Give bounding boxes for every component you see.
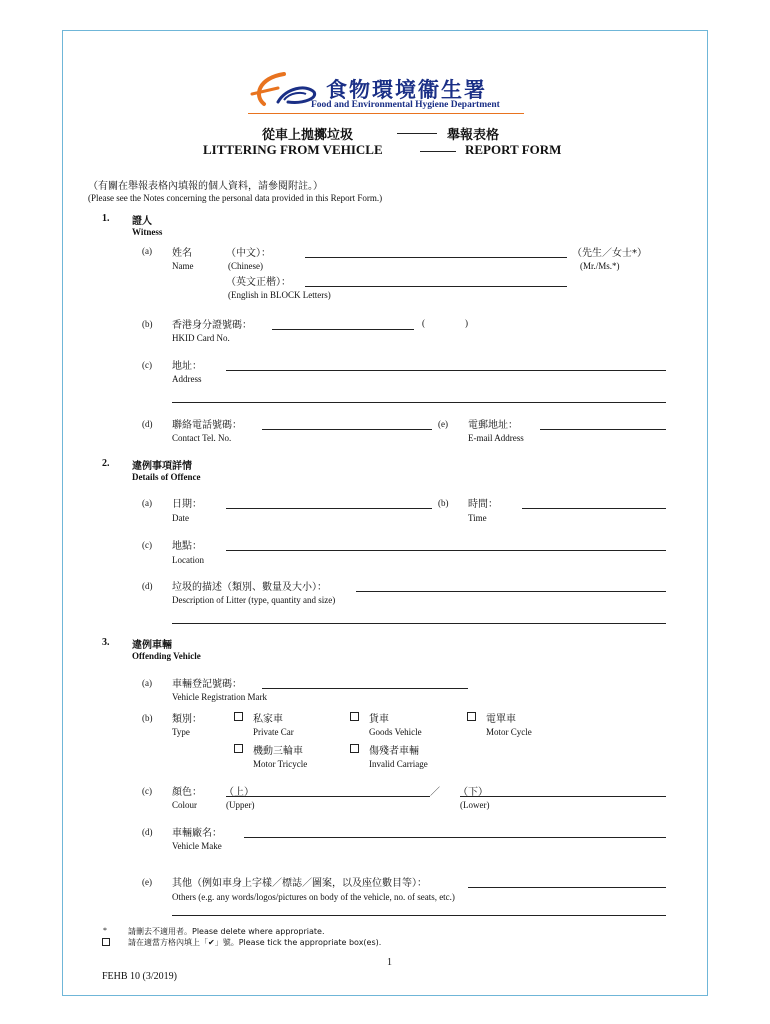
item-mark: (e) [142, 877, 152, 887]
registration-field[interactable] [262, 688, 468, 689]
footnote-star-mark: * [103, 926, 107, 935]
title-zh-right: 舉報表格 [447, 128, 500, 143]
goods-vehicle-checkbox[interactable] [350, 712, 359, 721]
option-label-en: Invalid Carriage [369, 759, 428, 769]
time-label-zh: 時間： [468, 499, 498, 510]
others-field-line-2[interactable] [172, 915, 666, 916]
item-mark: (b) [142, 319, 153, 329]
motor-cycle-checkbox[interactable] [467, 712, 476, 721]
item-mark: (a) [142, 678, 152, 688]
email-label-zh: 電郵地址： [468, 420, 518, 431]
address-label-zh: 地址： [172, 361, 202, 372]
address-field-line-1[interactable] [226, 370, 666, 371]
footnote-box-text: 請在適當方格內填上「✔」號。Please tick the appropriate box(es). [128, 938, 382, 947]
hkid-label-en: HKID Card No. [172, 333, 230, 343]
description-field-line-1[interactable] [356, 591, 666, 592]
make-field[interactable] [244, 837, 666, 838]
colour-upper-label-zh: （上） [224, 787, 254, 798]
title-zh-left: 從車上拋擲垃圾 [262, 128, 354, 143]
date-field[interactable] [226, 508, 432, 509]
invalid-carriage-checkbox[interactable] [350, 744, 359, 753]
colour-lower-field[interactable] [460, 796, 666, 797]
email-label-en: E-mail Address [468, 433, 524, 443]
hkid-field[interactable] [272, 329, 414, 330]
email-field[interactable] [540, 429, 666, 430]
name-english-field[interactable] [305, 286, 567, 287]
item-mark: (c) [142, 540, 152, 550]
section-2-title-en: Details of Offence [132, 472, 201, 482]
section-3-title-zh: 違例車輛 [132, 640, 172, 651]
name-chinese-label-zh: （中文）： [226, 248, 271, 259]
option-label-zh: 機動三輪車 [253, 746, 303, 757]
title-choice-en: (Mr./Ms.*) [580, 261, 620, 271]
page-number: 1 [387, 957, 392, 968]
section-3-title-en: Offending Vehicle [132, 651, 201, 661]
name-label-en: Name [172, 261, 194, 271]
section-1-title-zh: 證人 [132, 216, 152, 227]
time-field[interactable] [522, 508, 666, 509]
department-name-zh: 食物環境衞生署 [326, 77, 487, 102]
description-label-en: Description of Litter (type, quantity and size) [172, 595, 336, 605]
address-field-line-2[interactable] [172, 402, 666, 403]
name-english-label-en: (English in BLOCK Letters) [228, 290, 331, 300]
section-1-number: 1. [102, 213, 110, 224]
hkid-check-close: ) [465, 318, 468, 328]
form-code: FEHB 10 (3/2019) [102, 971, 177, 982]
item-mark: (d) [142, 419, 153, 429]
option-label-zh: 傷殘者車輛 [369, 746, 419, 757]
title-choice-zh: （先生／女士*） [572, 248, 647, 259]
section-1-title-en: Witness [132, 227, 163, 237]
section-2-number: 2. [102, 458, 110, 469]
address-label-en: Address [172, 374, 202, 384]
date-label-zh: 日期： [172, 499, 202, 510]
others-label-en: Others (e.g. any words/logos/pictures on body of the vehicle, no. of seats, etc.) [172, 892, 455, 902]
motor-tricycle-checkbox[interactable] [234, 744, 243, 753]
page-border [62, 30, 708, 996]
note-en: (Please see the Notes concerning the personal data provided in this Report Form.) [88, 193, 383, 203]
colour-lower-label-en: (Lower) [460, 800, 490, 810]
registration-label-en: Vehicle Registration Mark [172, 692, 267, 702]
footnote-star-text: 請刪去不適用者。Please delete where appropriate. [128, 927, 325, 936]
option-label-zh: 貨車 [369, 714, 389, 725]
name-label-zh: 姓名 [172, 248, 192, 259]
hkid-label-zh: 香港身分證號碼： [172, 320, 252, 331]
location-field[interactable] [226, 550, 666, 551]
tel-label-zh: 聯絡電話號碼： [172, 420, 242, 431]
option-label-en: Motor Cycle [486, 727, 532, 737]
registration-label-zh: 車輛登記號碼： [172, 679, 242, 690]
colour-lower-label-zh: （下） [458, 787, 488, 798]
title-en-right: REPORT FORM [465, 142, 562, 157]
time-label-en: Time [468, 513, 487, 523]
make-label-en: Vehicle Make [172, 841, 222, 851]
section-2-title-zh: 違例事項詳情 [132, 461, 192, 472]
description-label-zh: 垃圾的描述（類別、數量及大小）： [172, 582, 327, 593]
title-zh-dash [397, 133, 437, 134]
hkid-check-open: ( [422, 318, 425, 328]
note-zh: （有關在舉報表格內填報的個人資料，請參閱附註。） [88, 181, 323, 192]
others-field-line-1[interactable] [468, 887, 666, 888]
date-label-en: Date [172, 513, 189, 523]
header-rule [248, 113, 524, 114]
type-label-en: Type [172, 727, 190, 737]
others-label-zh: 其他（例如車身上字樣／標誌／圖案，以及座位數目等）： [172, 878, 427, 889]
option-label-zh: 電單車 [486, 714, 516, 725]
item-mark: (d) [142, 581, 153, 591]
option-label-en: Goods Vehicle [369, 727, 422, 737]
make-label-zh: 車輛廠名： [172, 828, 222, 839]
item-mark: (e) [438, 419, 448, 429]
location-label-en: Location [172, 555, 204, 565]
name-chinese-field[interactable] [305, 257, 567, 258]
title-en-left: LITTERING FROM VEHICLE [203, 142, 383, 157]
item-mark: (d) [142, 827, 153, 837]
item-mark: (a) [142, 246, 152, 256]
option-label-zh: 私家車 [253, 714, 283, 725]
item-mark: (b) [142, 713, 153, 723]
footnote-box-icon [102, 938, 110, 946]
section-3-number: 3. [102, 637, 110, 648]
colour-label-zh: 顏色： [172, 787, 202, 798]
item-mark: (c) [142, 786, 152, 796]
name-chinese-label-en: (Chinese) [228, 261, 263, 271]
description-field-line-2[interactable] [172, 623, 666, 624]
department-name-en: Food and Environmental Hygiene Department [311, 100, 500, 110]
item-mark: (b) [438, 498, 449, 508]
colour-slash: ／ [430, 787, 440, 798]
tel-field[interactable] [262, 429, 432, 430]
type-label-zh: 類別： [172, 714, 202, 725]
location-label-zh: 地點： [172, 541, 202, 552]
colour-label-en: Colour [172, 800, 198, 810]
option-label-en: Motor Tricycle [253, 759, 308, 769]
option-label-en: Private Car [253, 727, 294, 737]
private-car-checkbox[interactable] [234, 712, 243, 721]
colour-upper-field[interactable] [226, 796, 430, 797]
tel-label-en: Contact Tel. No. [172, 433, 232, 443]
title-en-dash [420, 151, 456, 152]
item-mark: (a) [142, 498, 152, 508]
item-mark: (c) [142, 360, 152, 370]
name-english-label-zh: （英文正楷）： [226, 277, 291, 288]
colour-upper-label-en: (Upper) [226, 800, 255, 810]
